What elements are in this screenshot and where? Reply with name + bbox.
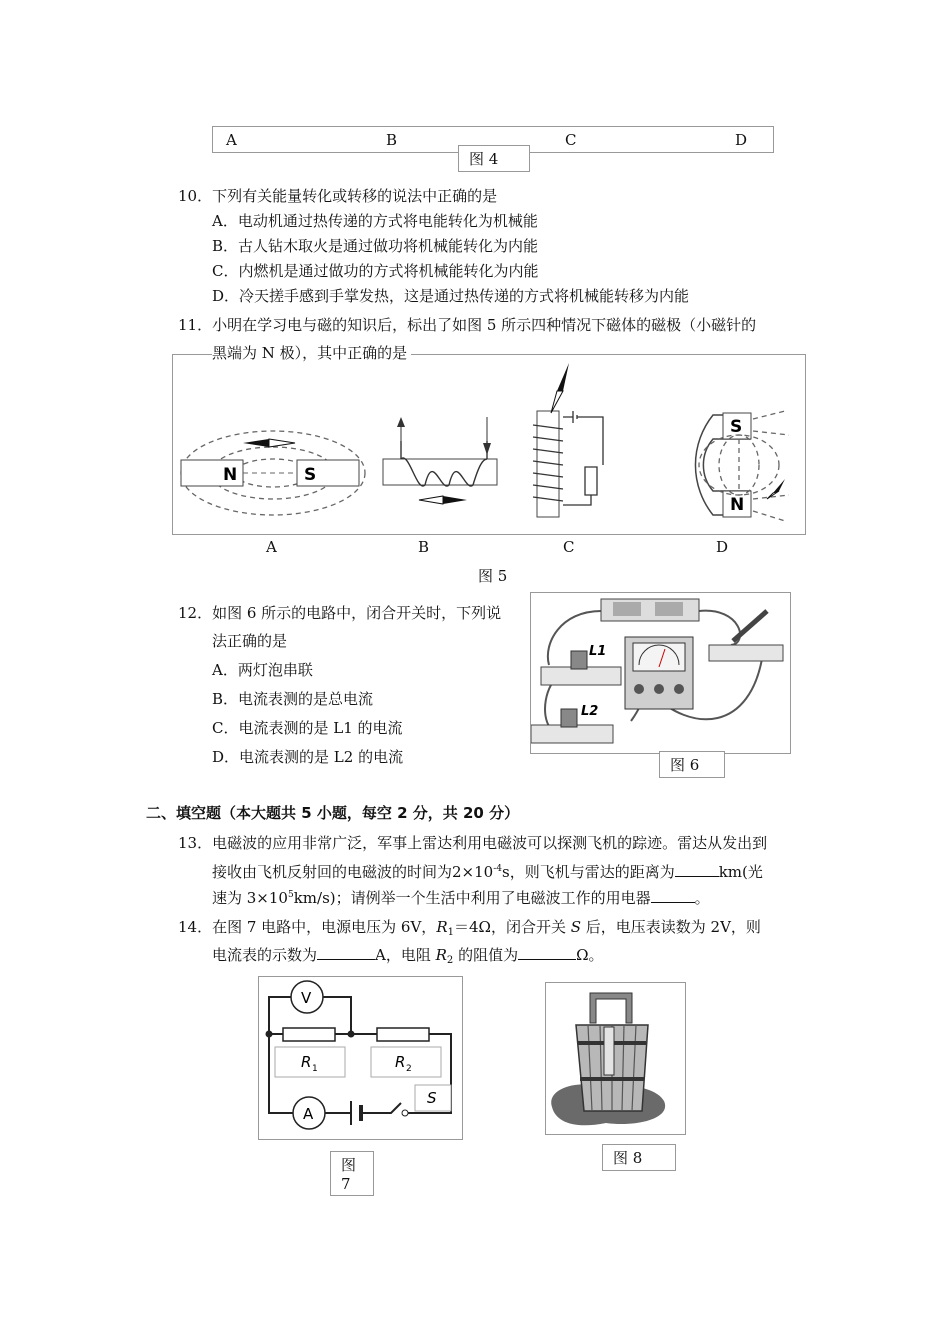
q13-line3-text-a: 速为 3×10 bbox=[212, 889, 288, 907]
fig7-r1-label: R bbox=[301, 1053, 312, 1071]
q11-stem-line2: 黑端为 N 极），其中正确的是 bbox=[212, 343, 411, 363]
q14-line1-text-b: ＝4Ω，闭合开关 bbox=[453, 918, 571, 936]
fig7-r2-subscript: 2 bbox=[406, 1064, 412, 1074]
figure-4-label-a: A bbox=[226, 131, 237, 149]
q12-option-b: B．电流表测的是总电流 bbox=[212, 690, 374, 708]
fig6-lamp-l2-base bbox=[531, 725, 613, 743]
q13-line2-text-c: s，则飞机与雷达的距离为 bbox=[502, 863, 675, 881]
fig7-switch-label: S bbox=[427, 1089, 437, 1107]
q10-option-a: A．电动机通过热传递的方式将电能转化为机械能 bbox=[212, 212, 538, 230]
fig5-b-core bbox=[383, 459, 497, 485]
q13-line3-end: 。 bbox=[694, 889, 710, 907]
figure-6-caption: 图 6 bbox=[659, 751, 725, 778]
q11-stem-line1: 11．小明在学习电与磁的知识后，标出了如图 5 所示四种情况下磁体的磁极（小磁针的 bbox=[178, 316, 757, 334]
q14-r2-symbol: R bbox=[435, 946, 447, 964]
q14-line2 bbox=[212, 945, 604, 971]
q13-time-exponent: -4 bbox=[493, 864, 502, 874]
q13-line2-text-d: km(光 bbox=[718, 863, 763, 881]
q10-option-b: B．古人钻木取火是通过做功将机械能转化为内能 bbox=[212, 237, 539, 255]
fig5-a-s-label: S bbox=[304, 465, 317, 485]
q10-option-d: D．冷天搓手感到手掌发热，这是通过热传递的方式将机械能转移为内能 bbox=[212, 287, 690, 305]
q12-stem-line2: 法正确的是 bbox=[212, 632, 288, 650]
q13-line3-text-b: km/s)；请例举一个生活中利用了电磁波工作的用电器 bbox=[293, 889, 651, 907]
q12-stem-line1: 12．如图 6 所示的电路中，闭合开关时，下列说 bbox=[178, 604, 502, 622]
fig5-d-n-label: N bbox=[730, 495, 745, 515]
figure-5-label-c: C bbox=[563, 538, 575, 556]
fig7-voltmeter-label: V bbox=[301, 989, 312, 1007]
figure-4-label-d: D bbox=[735, 131, 748, 149]
q13-blank-appliance[interactable] bbox=[651, 888, 695, 903]
figure-5-label-b: B bbox=[418, 538, 430, 556]
figure-7-circuit bbox=[259, 977, 460, 1137]
figure-8-caption: 图 8 bbox=[602, 1144, 676, 1171]
fig7-r1-subscript: 1 bbox=[312, 1064, 318, 1074]
q10-option-c: C．内燃机是通过做功的方式将机械能转化为内能 bbox=[212, 262, 539, 280]
fig7-switch bbox=[402, 1110, 408, 1116]
fig5-b-compass-needle bbox=[419, 496, 443, 504]
figure-5-label-d: D bbox=[716, 538, 729, 556]
figure-5-diagrams bbox=[173, 355, 803, 532]
q12-option-a: A．两灯泡串联 bbox=[212, 661, 313, 679]
q14-line2-text-c: 的阻值为 bbox=[453, 946, 519, 964]
fig5-c-compass-needle bbox=[557, 363, 569, 391]
q13-time-value: 2×10 bbox=[452, 863, 494, 881]
figure-6-circuit-photo bbox=[531, 593, 788, 751]
q13-light-exponent: 5 bbox=[287, 890, 294, 900]
figure-4-label-c: C bbox=[565, 131, 577, 149]
q14-line2-text-d: Ω。 bbox=[576, 946, 604, 964]
q10-stem: 10．下列有关能量转化或转移的说法中正确的是 bbox=[178, 187, 498, 205]
q13-blank-distance[interactable] bbox=[675, 862, 719, 877]
q14-s-symbol: S bbox=[570, 918, 582, 936]
q13-line3 bbox=[212, 885, 710, 908]
fig6-l1-label: L1 bbox=[589, 644, 607, 659]
q12-option-c: C．电流表测的是 L1 的电流 bbox=[212, 719, 403, 737]
q13-line2-text-a: 接收由飞机反射回的电磁波的时间为 bbox=[212, 863, 453, 881]
fig5-a-n-label: N bbox=[223, 465, 238, 485]
q14-line1 bbox=[178, 917, 761, 943]
fig7-resistor-r2 bbox=[377, 1028, 429, 1041]
fig6-lamp-l1-base bbox=[541, 667, 621, 685]
fig8-short-plank bbox=[604, 1027, 614, 1075]
q14-line2-text-a: 电流表的示数为 bbox=[212, 946, 318, 964]
q14-line2-text-b: A，电阻 bbox=[375, 946, 436, 964]
section-2-heading: 二、填空题（本大题共 5 小题，每空 2 分，共 20 分） bbox=[146, 804, 520, 822]
fig6-l2-label: L2 bbox=[581, 704, 599, 719]
q14-r1-subscript: 1 bbox=[447, 927, 454, 938]
fig7-ammeter-label: A bbox=[303, 1105, 314, 1123]
q13-line2 bbox=[212, 859, 763, 882]
q14-line1-text-c: 后，电压表读数为 2V，则 bbox=[581, 918, 761, 936]
fig7-r2-label: R bbox=[395, 1053, 406, 1071]
q14-r1-symbol: R bbox=[436, 918, 448, 936]
fig7-resistor-r1 bbox=[283, 1028, 335, 1041]
q14-line1-text-a: 14．在图 7 电路中，电源电压为 6V， bbox=[178, 918, 437, 936]
figure-8-leaking-bucket bbox=[546, 983, 683, 1132]
fig5-a-compass-needle bbox=[243, 439, 269, 447]
q13-line1: 13．电磁波的应用非常广泛，军事上雷达利用电磁波可以探测飞机的踪迹。雷达从发出到 bbox=[178, 834, 768, 852]
fig5-d-s-label: S bbox=[730, 417, 743, 437]
fig8-handle bbox=[590, 993, 632, 1023]
figure-5-label-a: A bbox=[266, 538, 277, 556]
figure-5-caption: 图 5 bbox=[478, 567, 508, 585]
fig6-switch-base bbox=[709, 645, 783, 661]
q14-blank-resistance[interactable] bbox=[518, 945, 576, 960]
figure-4-caption: 图 4 bbox=[458, 145, 530, 172]
figure-7-caption: 图 7 bbox=[330, 1151, 374, 1196]
figure-4-label-b: B bbox=[386, 131, 398, 149]
q12-option-d: D．电流表测的是 L2 的电流 bbox=[212, 748, 404, 766]
q14-blank-current[interactable] bbox=[317, 945, 375, 960]
q14-r2-subscript: 2 bbox=[446, 955, 454, 966]
